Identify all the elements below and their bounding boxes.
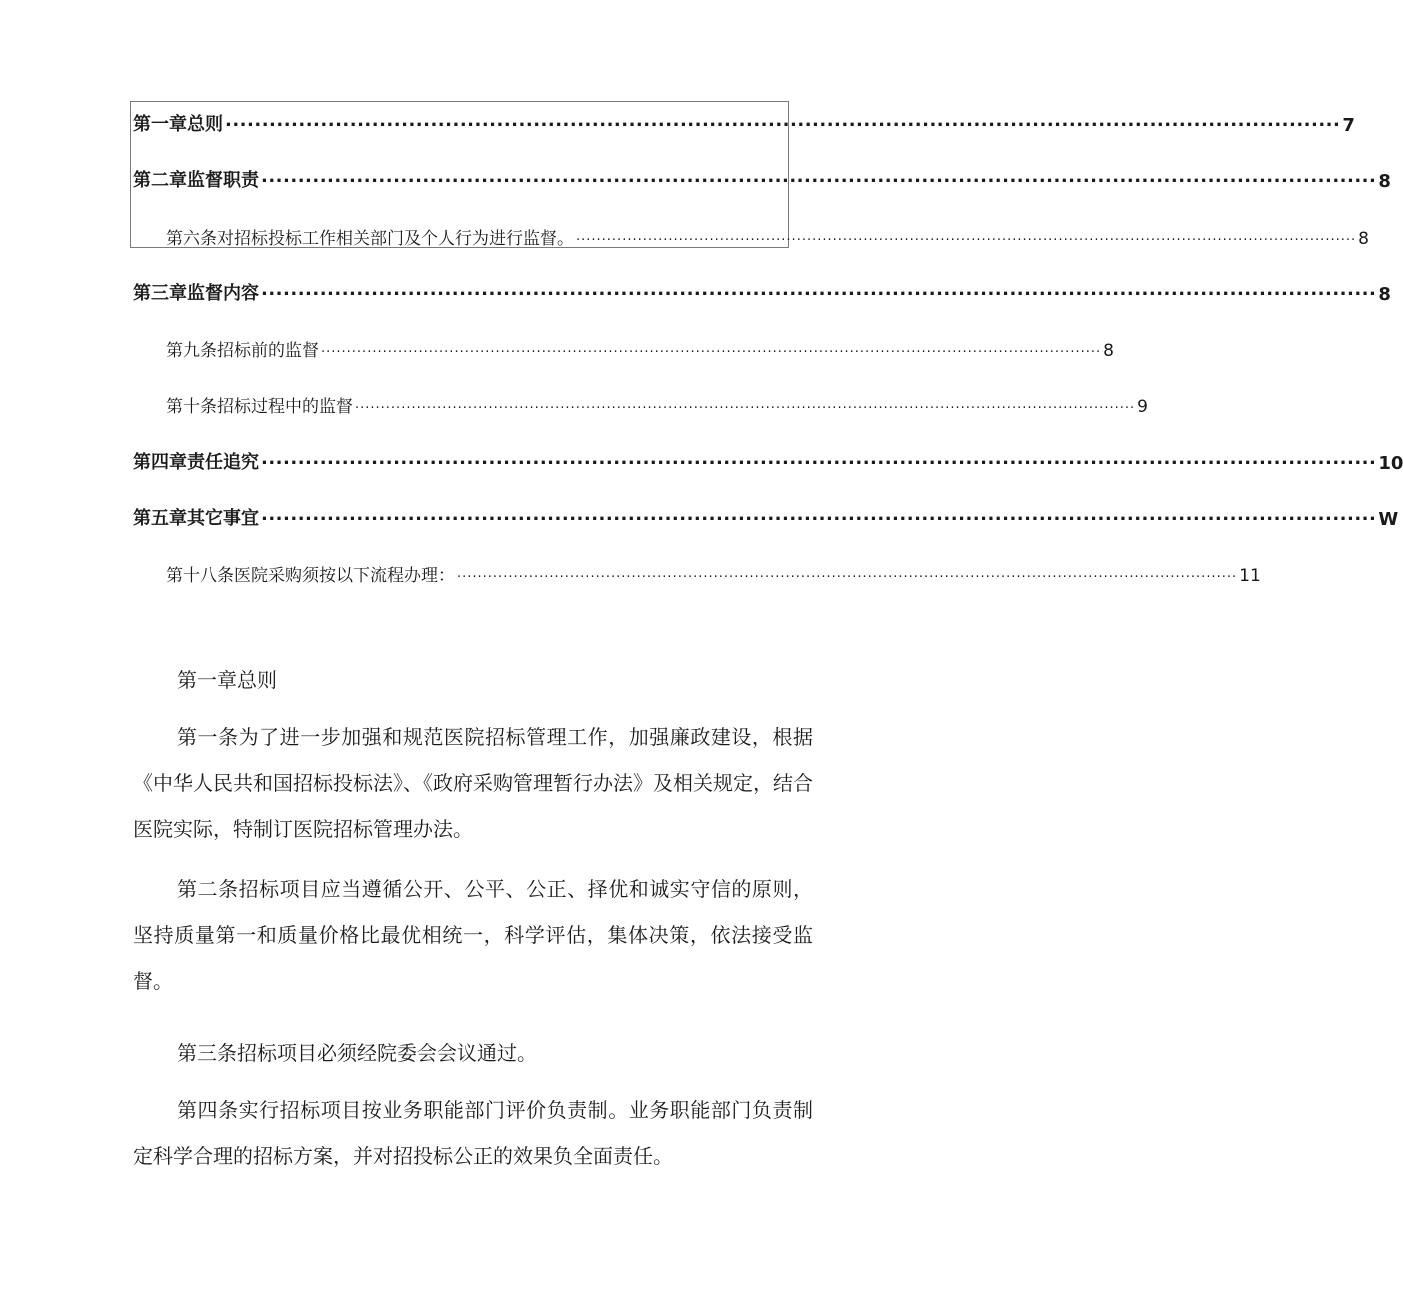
- toc-leader: ........................................................................................................................................................: [261, 279, 1377, 300]
- toc-page-number: 8: [1358, 229, 1369, 249]
- toc-leader: ........................................................................................................................................................: [261, 504, 1377, 525]
- paragraph-text: 第三条招标项目必须经院委会会议通过。: [177, 1041, 537, 1065]
- toc-page-number: 9: [1137, 397, 1148, 417]
- toc-page-number: 8: [1378, 284, 1391, 305]
- toc-page-number: 8: [1378, 171, 1391, 192]
- toc-title: 第二章监督职责: [133, 170, 259, 191]
- toc-leader: ........................................................................................................................................................: [261, 448, 1377, 469]
- toc-page-number: W: [1378, 509, 1399, 530]
- toc-title: 第三章监督内容: [133, 283, 259, 304]
- chapter-heading: 第一章总则: [177, 668, 277, 692]
- paragraph-article-3: [133, 1030, 813, 1076]
- toc-title: 第九条招标前的监督: [166, 341, 319, 361]
- toc-leader: ........................................................................................................................................................: [261, 166, 1377, 187]
- toc-title: 第一章总则: [133, 114, 223, 135]
- toc-title: 第四章责任追究: [133, 452, 259, 473]
- toc-page-number: 11: [1239, 566, 1261, 586]
- paragraph-text: 第二条招标项目应当遵循公开、公平、公正、择优和诚实守信的原则，坚持质量第一和质量价格比最优相统一，科学评估，集体决策，依法接受监督。: [133, 877, 813, 993]
- toc-entry-chapter-4[interactable]: [133, 444, 1403, 474]
- toc-title: 第十条招标过程中的监督: [166, 397, 353, 417]
- toc-leader: ........................................................................................................................................................: [576, 229, 1357, 244]
- paragraph-text: 第一条为了进一步加强和规范医院招标管理工作，加强廉政建设，根据《中华人民共和国招标投标法》、《政府采购管理暂行办法》及相关规定，结合医院实际，特制订医院招标管理办法。: [133, 725, 813, 841]
- toc-page-number: 7: [1342, 115, 1355, 136]
- toc-entry-chapter-1[interactable]: [133, 106, 1355, 136]
- toc-entry-article-18[interactable]: [166, 556, 1261, 586]
- toc-leader: ........................................................................................................................................................: [321, 341, 1102, 356]
- toc-leader: ........................................................................................................................................................: [225, 110, 1341, 131]
- toc-entry-chapter-2[interactable]: [133, 162, 1391, 192]
- toc-entry-article-6[interactable]: [166, 219, 1369, 249]
- toc-entry-chapter-3[interactable]: [133, 275, 1391, 305]
- paragraph-article-2: [133, 866, 813, 1004]
- paragraph-article-4: [133, 1087, 813, 1179]
- paragraph-text: 第四条实行招标项目按业务职能部门评价负责制。业务职能部门负责制定科学合理的招标方案，并对招投标公正的效果负全面责任。: [133, 1098, 813, 1168]
- toc-entry-article-10[interactable]: [166, 387, 1148, 417]
- toc-entry-chapter-5[interactable]: [133, 500, 1399, 530]
- toc-title: 第五章其它事宜: [133, 508, 259, 529]
- toc-title: 第六条对招标投标工作相关部门及个人行为进行监督。: [166, 229, 574, 249]
- toc-leader: ........................................................................................................................................................: [355, 397, 1136, 412]
- toc-title: 第十八条医院采购须按以下流程办理：: [166, 566, 455, 586]
- toc-leader: ........................................................................................................................................................: [457, 566, 1238, 581]
- paragraph-article-1: [133, 714, 813, 852]
- toc-page-number: 10: [1378, 453, 1403, 474]
- toc-entry-article-9[interactable]: [166, 331, 1114, 361]
- toc-page-number: 8: [1103, 341, 1114, 361]
